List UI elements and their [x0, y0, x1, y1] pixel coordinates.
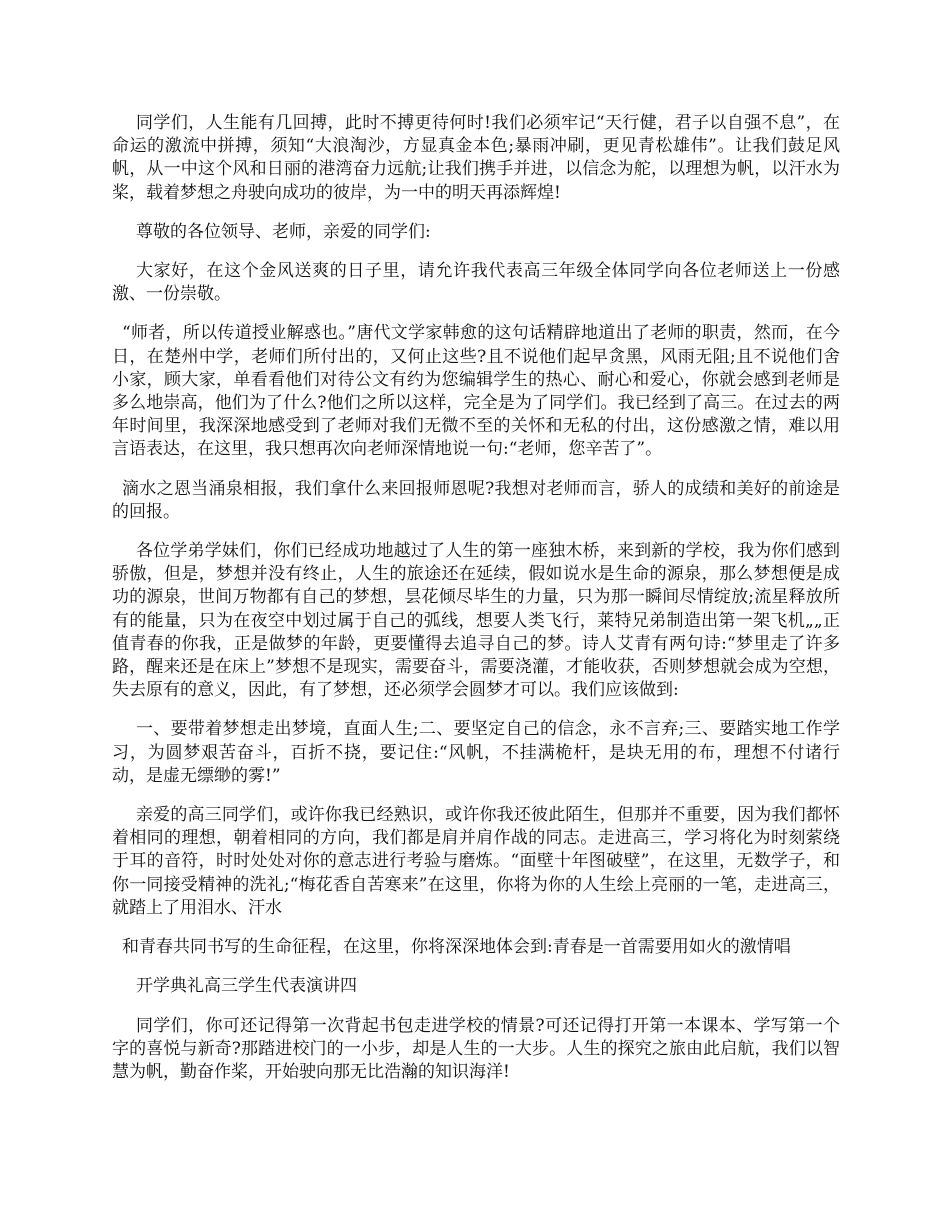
- paragraph: 各位学弟学妹们，你们已经成功地越过了人生的第一座独木桥，来到新的学校，我为你们感到骄傲，但是，梦想并没有终止，人生的旅途还在延续，假如说水是生命的源泉，那么梦想便是成功的源泉，世间万物都有自己的梦想，昙花倾尽毕生的力量，只为那一瞬间尽情绽放;流星释放所有的能量，只为在夜空中划过属于自己的弧线，想要人类飞行，莱特兄弟制造出第一架飞机„„正值青春的你我，正是做梦的年龄，更要懂得去追寻自己的梦。诗人艾青有两句诗:“梦里走了许多路，醒来还是在床上”梦想不是现实，需要奋斗，需要浇灌，才能收获，否则梦想就会成为空想，失去原有的意义，因此，有了梦想，还必须学会圆梦才可以。我们应该做到:: [112, 541, 840, 701]
- paragraph: 同学们，你可还记得第一次背起书包走进学校的情景?可还记得打开第一本课本、学写第一个字的喜悦与新奇?那踏进校门的一小步，却是人生的一大步。人生的探究之旅由此启航，我们以智慧为帆，勤奋作桨，开始驶向那无比浩瀚的知识海洋!: [112, 1015, 840, 1082]
- section-heading: 开学典礼高三学生代表演讲四: [136, 976, 357, 997]
- paragraph: 和青春共同书写的生命征程，在这里，你将深深地体会到:青春是一首需要用如火的激情唱: [122, 937, 791, 958]
- document-body: [112, 112, 840, 1100]
- paragraph: 同学们，人生能有几回搏，此时不搏更待何时!我们必须牢记“天行健，君子以自强不息”，在命运的激流中拼搏，须知“大浪淘沙，方显真金本色;暴雨冲刷，更见青松雄伟”。让我们鼓足风帆，从一中这个风和日丽的港湾奋力远航;让我们携手并进，以信念为舵，以理想为帆，以汗水为桨，载着梦想之舟驶向成功的彼岸，为一中的明天再添辉煌!: [112, 113, 840, 203]
- salutation: 尊敬的各位领导、老师，亲爱的同学们:: [136, 221, 431, 242]
- paragraph: “师者，所以传道授业解惑也。”唐代文学家韩愈的这句话精辟地道出了老师的职责，然而，在今日，在楚州中学，老师们所付出的，又何止这些?且不说他们起早贪黑，风雨无阻;且不说他们舍小家，顾大家，单看看他们对待公文有约为您编辑学生的热心、耐心和爱心，你就会感到老师是多么地崇高，他们为了什么?他们之所以这样，完全是为了同学们。我已经到了高三。在过去的两年时间里，我深深地感受到了老师对我们无微不至的关怀和无私的付出，这份感激之情，难以用言语表达，在这里，我只想再次向老师深情地说一句:“老师，您辛苦了”。: [112, 323, 840, 460]
- paragraph: 滴水之恩当涌泉相报，我们拿什么来回报师恩呢?我想对老师而言，骄人的成绩和美好的前途是的回报。: [112, 478, 840, 522]
- paragraph: 亲爱的高三同学们，或许你我已经熟识，或许你我还彼此陌生，但那并不重要，因为我们都怀着相同的理想，朝着相同的方向，我们都是肩并肩作战的同志。走进高三，学习将化为时刻萦绕于耳的音符，时时处处对你的意志进行考验与磨炼。“面壁十年图破壁”，在这里，无数学子，和你一同接受精神的洗礼;“梅花香自苦寒来”在这里，你将为你的人生绘上亮丽的一笔，走进高三，就踏上了用泪水、汗水: [112, 805, 840, 918]
- paragraph: 大家好，在这个金风送爽的日子里，请允许我代表高三年级全体同学向各位老师送上一份感激、一份崇敬。: [112, 261, 840, 305]
- paragraph: 一、要带着梦想走出梦境，直面人生;二、要坚定自己的信念，永不言弃;三、要踏实地工作学习，为圆梦艰苦奋斗，百折不挠，要记住:“风帆，不挂满桅杆，是块无用的布，理想不付诸行动，是虚无缥缈的雾!”: [112, 719, 840, 786]
